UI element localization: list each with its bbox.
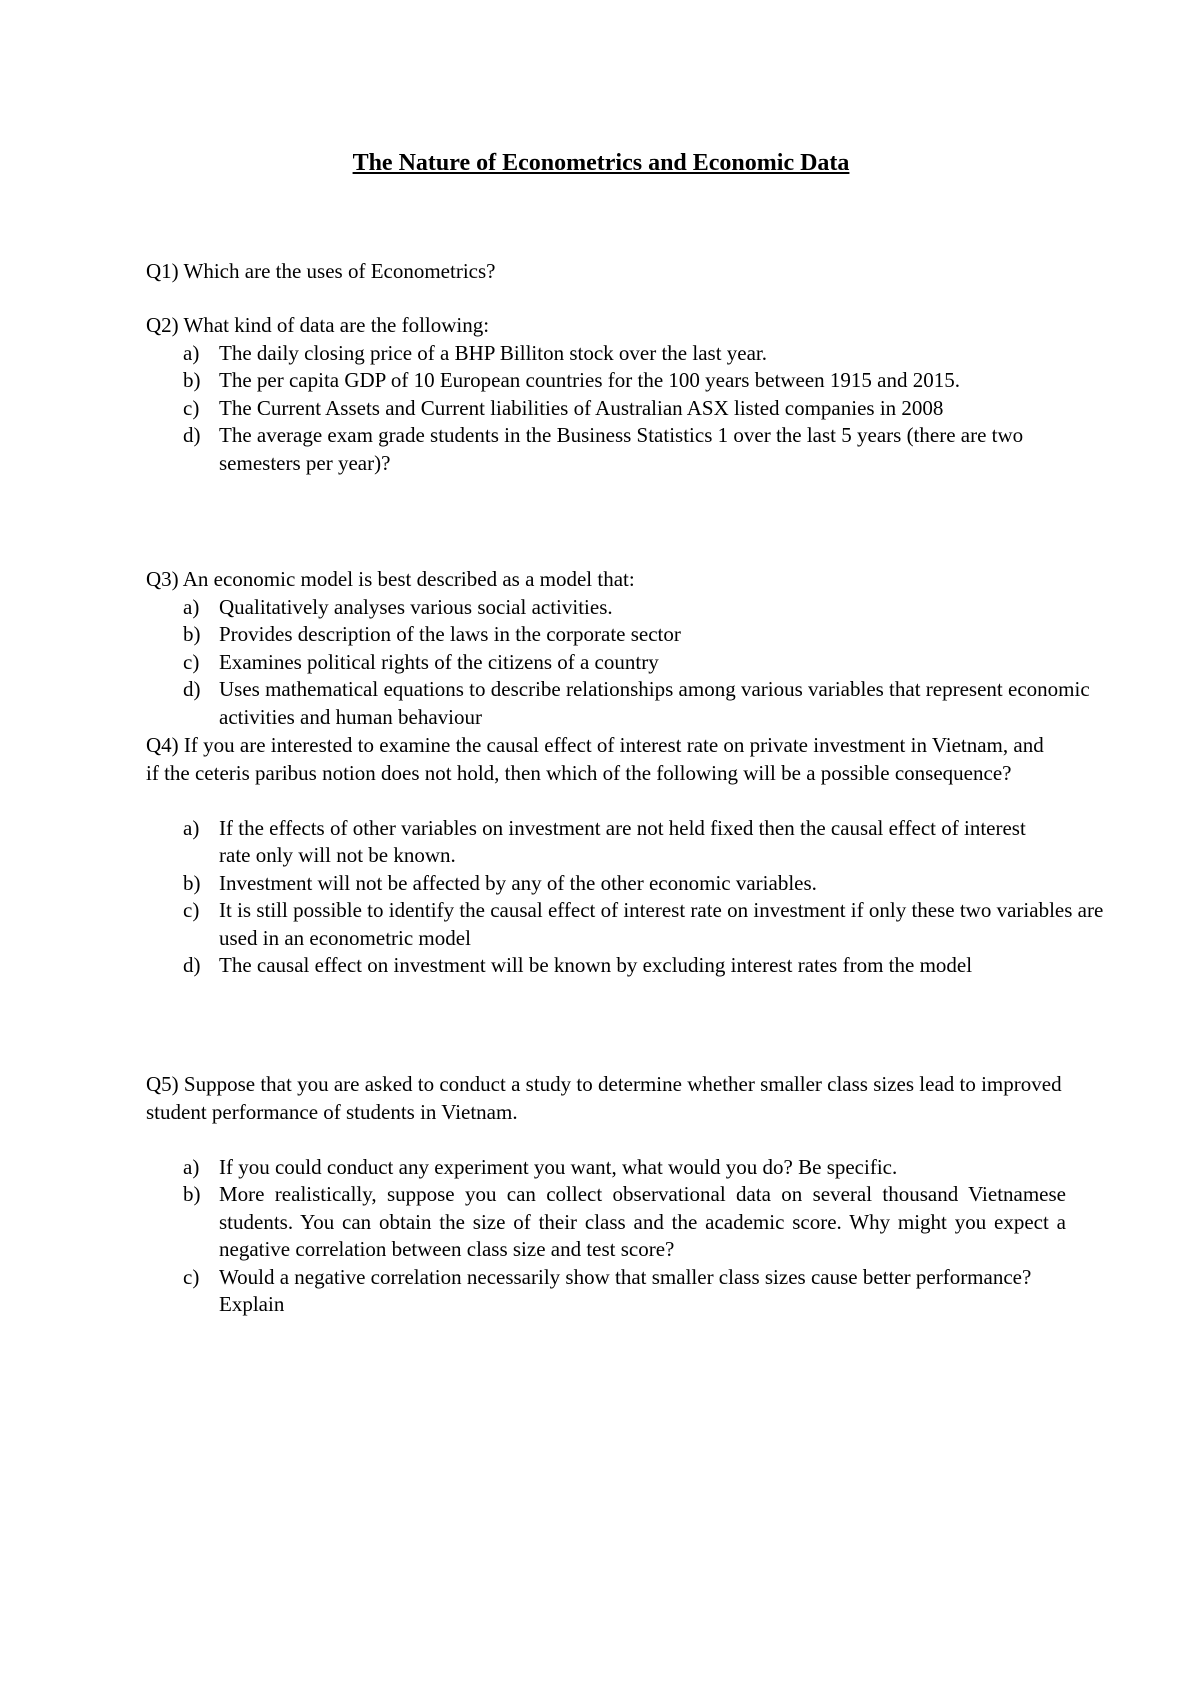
question-2-options bbox=[146, 340, 1066, 478]
question-4-text: Q4) If you are interested to examine the causal effect of interest rate on private investment in Vietnam, and if the ceteris paribus notion does not hold, then which of the following will be a possible consequence? bbox=[146, 733, 1044, 785]
list-item bbox=[146, 395, 1049, 423]
list-item bbox=[146, 952, 1109, 980]
page-title: The Nature of Econometrics and Economic Data bbox=[352, 150, 850, 176]
item-marker: a) bbox=[183, 340, 200, 365]
item-marker: a) bbox=[183, 594, 200, 619]
item-text: Investment will not be affected by any of the other economic variables. bbox=[219, 870, 817, 895]
question-1-text: Q1) Which are the uses of Econometrics? bbox=[146, 259, 496, 283]
question-5 bbox=[146, 1071, 1066, 1319]
item-marker: b) bbox=[183, 622, 201, 646]
list-item bbox=[146, 649, 1066, 677]
item-text: Provides description of the laws in the corporate sector bbox=[219, 622, 681, 646]
list-item bbox=[146, 1181, 1066, 1264]
item-marker: a) bbox=[183, 815, 200, 840]
item-text: If the effects of other variables on investment are not held fixed then the causal effect of interest rate only will not be known. bbox=[219, 815, 1026, 867]
item-marker: c) bbox=[183, 898, 200, 922]
list-item bbox=[146, 621, 1066, 649]
question-5-text: Q5) Suppose that you are asked to conduct a study to determine whether smaller class sizes lead to improved student performance of students in Vietnam. bbox=[146, 1072, 1062, 1124]
list-item bbox=[146, 815, 1049, 870]
item-text: The daily closing price of a BHP Billiton stock over the last year. bbox=[219, 340, 768, 365]
question-1 bbox=[146, 258, 1066, 286]
item-text: If you could conduct any experiment you want, what would you do? Be specific. bbox=[219, 1154, 898, 1179]
item-text: The causal effect on investment will be known by excluding interest rates from the model bbox=[219, 953, 973, 977]
item-text: The per capita GDP of 10 European countries for the 100 years between 1915 and 2015. bbox=[219, 368, 960, 392]
item-text: It is still possible to identify the causal effect of interest rate on investment if only these two variables are used in an econometric model bbox=[219, 898, 1104, 950]
question-3-text: Q3) An economic model is best described as a model that: bbox=[146, 567, 635, 591]
list-item bbox=[146, 676, 1109, 731]
item-marker: d) bbox=[183, 423, 201, 447]
question-3 bbox=[146, 566, 1090, 731]
question-2-text: Q2) What kind of data are the following: bbox=[146, 313, 490, 337]
item-marker: d) bbox=[183, 953, 201, 977]
question-4 bbox=[146, 732, 1104, 980]
item-text: The average exam grade students in the Business Statistics 1 over the last 5 years (there are two semesters per year)? bbox=[219, 423, 1024, 475]
item-marker: b) bbox=[183, 368, 201, 392]
list-item bbox=[146, 340, 1066, 368]
list-item bbox=[146, 367, 1039, 395]
question-4-options bbox=[146, 815, 1104, 980]
question-5-options bbox=[146, 1154, 1066, 1319]
item-text: Would a negative correlation necessarily show that smaller class sizes cause better performance? Explain bbox=[219, 1264, 1032, 1316]
item-marker: c) bbox=[183, 1264, 200, 1289]
item-marker: a) bbox=[183, 1154, 200, 1179]
list-item bbox=[146, 594, 1066, 622]
item-text: Qualitatively analyses various social activities. bbox=[219, 594, 613, 619]
list-item bbox=[146, 1264, 1099, 1319]
list-item bbox=[146, 897, 1109, 952]
question-2 bbox=[146, 312, 1066, 477]
item-text: Uses mathematical equations to describe relationships among various variables that represent economic activities and human behaviour bbox=[219, 677, 1090, 729]
list-item bbox=[146, 870, 1046, 898]
question-3-options bbox=[146, 594, 1090, 732]
item-text: Examines political rights of the citizens of a country bbox=[219, 649, 659, 674]
item-marker: d) bbox=[183, 677, 201, 701]
list-item bbox=[146, 422, 1089, 477]
item-marker: c) bbox=[183, 395, 200, 420]
item-marker: b) bbox=[183, 870, 201, 895]
item-text: More realistically, suppose you can collect observational data on several thousand Vietnamese students. You can obtain the size of their class and the academic score. Why might you expect a negative correlation between class size and test score? bbox=[219, 1182, 1066, 1261]
list-item bbox=[146, 1154, 1066, 1182]
item-marker: b) bbox=[183, 1182, 201, 1206]
item-marker: c) bbox=[183, 649, 200, 674]
item-text: The Current Assets and Current liabilities of Australian ASX listed companies in 2008 bbox=[219, 395, 944, 420]
